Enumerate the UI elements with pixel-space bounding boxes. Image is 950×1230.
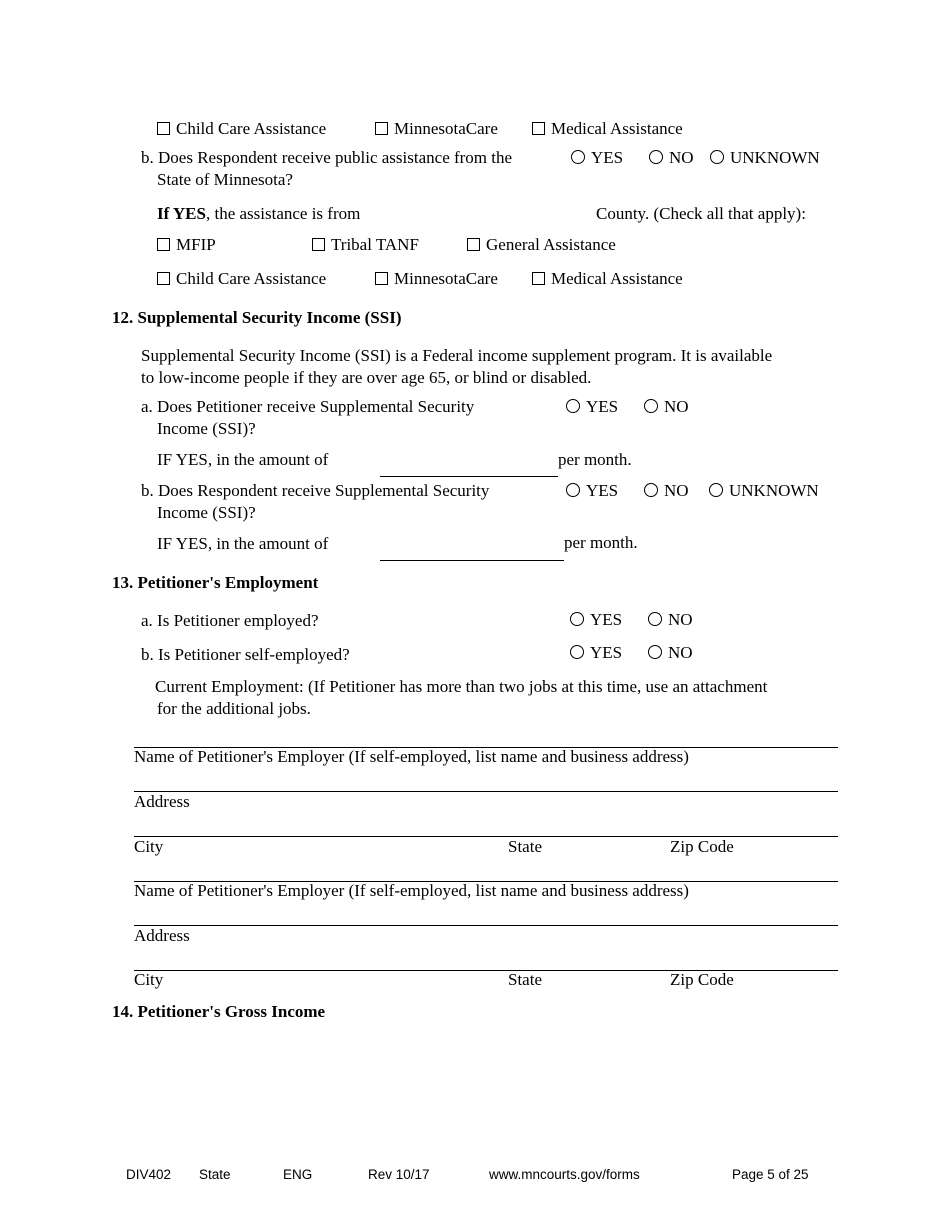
q12a-amount-label: IF YES, in the amount of	[157, 450, 329, 469]
radio-icon[interactable]	[649, 150, 663, 164]
radio-icon[interactable]	[648, 612, 662, 626]
employer-2-state-label: State	[508, 970, 542, 989]
checkbox-medical-assistance-1[interactable]: Medical Assistance	[532, 118, 683, 139]
q13a-yes-radio[interactable]: YES	[570, 609, 622, 630]
q13b-yes-radio[interactable]: YES	[570, 642, 622, 663]
radio-icon[interactable]	[566, 483, 580, 497]
radio-icon[interactable]	[570, 645, 584, 659]
checkbox-icon[interactable]	[532, 272, 545, 285]
checkbox-mfip[interactable]: MFIP	[157, 234, 216, 255]
checkbox-child-care-assistance-2[interactable]: Child Care Assistance	[157, 268, 326, 289]
employer-1-address-field[interactable]	[134, 791, 838, 792]
section-13-heading: 13. Petitioner's Employment	[112, 573, 319, 592]
checkbox-icon[interactable]	[312, 238, 325, 251]
checkbox-child-care-assistance-1[interactable]: Child Care Assistance	[157, 118, 326, 139]
q11b-county-label: County. (Check all that apply):	[596, 204, 806, 223]
checkbox-icon[interactable]	[467, 238, 480, 251]
checkbox-tribal-tanf[interactable]: Tribal TANF	[312, 234, 419, 255]
q13b-no-radio[interactable]: NO	[648, 642, 693, 663]
employer-2-zip-label: Zip Code	[670, 970, 734, 989]
q12a-question-cont: Income (SSI)?	[157, 419, 256, 438]
radio-icon[interactable]	[571, 150, 585, 164]
employer-1-zip-label: Zip Code	[670, 837, 734, 856]
footer-language: ENG	[283, 1167, 313, 1182]
employer-2-name-label: Name of Petitioner's Employer (If self-employed, list name and business address)	[134, 881, 689, 900]
q12b-question: b. Does Respondent receive Supplemental Security	[141, 481, 490, 500]
radio-icon[interactable]	[644, 483, 658, 497]
q12b-question-cont: Income (SSI)?	[157, 503, 256, 522]
q11b-if-yes-label: If YES, the assistance is from	[157, 204, 361, 223]
footer-state: State	[199, 1167, 231, 1182]
radio-icon[interactable]	[709, 483, 723, 497]
checkbox-icon[interactable]	[375, 122, 388, 135]
employer-2-address-label: Address	[134, 926, 190, 945]
radio-icon[interactable]	[644, 399, 658, 413]
section-12-heading: 12. Supplemental Security Income (SSI)	[112, 308, 402, 327]
q13a-no-radio[interactable]: NO	[648, 609, 693, 630]
q12b-amount-field[interactable]	[380, 560, 564, 561]
current-employment-note: Current Employment: (If Petitioner has more than two jobs at this time, use an attachment	[155, 677, 768, 696]
q13a-question: a. Is Petitioner employed?	[141, 611, 319, 630]
section-14-heading: 14. Petitioner's Gross Income	[112, 1002, 326, 1021]
q11b-no-radio[interactable]: NO	[649, 147, 694, 168]
footer-form-id: DIV402	[126, 1167, 172, 1182]
q12a-per-month: per month.	[558, 450, 632, 469]
q11b-yes-radio[interactable]: YES	[571, 147, 623, 168]
checkbox-general-assistance[interactable]: General Assistance	[467, 234, 616, 255]
footer-revision: Rev 10/17	[368, 1167, 430, 1182]
checkbox-icon[interactable]	[532, 122, 545, 135]
q13b-question: b. Is Petitioner self-employed?	[141, 645, 350, 664]
employer-2-address-field[interactable]	[134, 925, 838, 926]
radio-icon[interactable]	[570, 612, 584, 626]
checkbox-icon[interactable]	[157, 272, 170, 285]
q12a-amount-field[interactable]	[380, 476, 558, 477]
checkbox-icon[interactable]	[157, 122, 170, 135]
q11b-unknown-radio[interactable]: UNKNOWN	[710, 147, 820, 168]
employer-1-state-label: State	[508, 837, 542, 856]
radio-icon[interactable]	[566, 399, 580, 413]
current-employment-note-cont: for the additional jobs.	[157, 699, 311, 718]
footer-url: www.mncourts.gov/forms	[489, 1167, 640, 1182]
q12b-per-month: per month.	[564, 533, 638, 552]
radio-icon[interactable]	[648, 645, 662, 659]
q12a-no-radio[interactable]: NO	[644, 396, 689, 417]
q11b-question: b. Does Respondent receive public assistance from the	[141, 148, 513, 167]
q12a-question: a. Does Petitioner receive Supplemental Security	[141, 397, 475, 416]
ssi-description-cont: to low-income people if they are over age 65, or blind or disabled.	[141, 368, 592, 387]
radio-icon[interactable]	[710, 150, 724, 164]
ssi-description: Supplemental Security Income (SSI) is a Federal income supplement program. It is available	[141, 346, 773, 365]
q12b-unknown-radio[interactable]: UNKNOWN	[709, 480, 819, 501]
checkbox-minnesotacare-2[interactable]: MinnesotaCare	[375, 268, 498, 289]
employer-1-address-label: Address	[134, 792, 190, 811]
q12b-no-radio[interactable]: NO	[644, 480, 689, 501]
footer-page-number: Page 5 of 25	[732, 1167, 809, 1182]
checkbox-icon[interactable]	[375, 272, 388, 285]
employer-1-city-label: City	[134, 837, 164, 856]
q12b-amount-label: IF YES, in the amount of	[157, 534, 329, 553]
employer-1-name-label: Name of Petitioner's Employer (If self-employed, list name and business address)	[134, 747, 689, 766]
checkbox-icon[interactable]	[157, 238, 170, 251]
checkbox-medical-assistance-2[interactable]: Medical Assistance	[532, 268, 683, 289]
employer-2-city-label: City	[134, 970, 164, 989]
checkbox-minnesotacare-1[interactable]: MinnesotaCare	[375, 118, 498, 139]
q12a-yes-radio[interactable]: YES	[566, 396, 618, 417]
q11b-question-cont: State of Minnesota?	[157, 170, 293, 189]
q12b-yes-radio[interactable]: YES	[566, 480, 618, 501]
